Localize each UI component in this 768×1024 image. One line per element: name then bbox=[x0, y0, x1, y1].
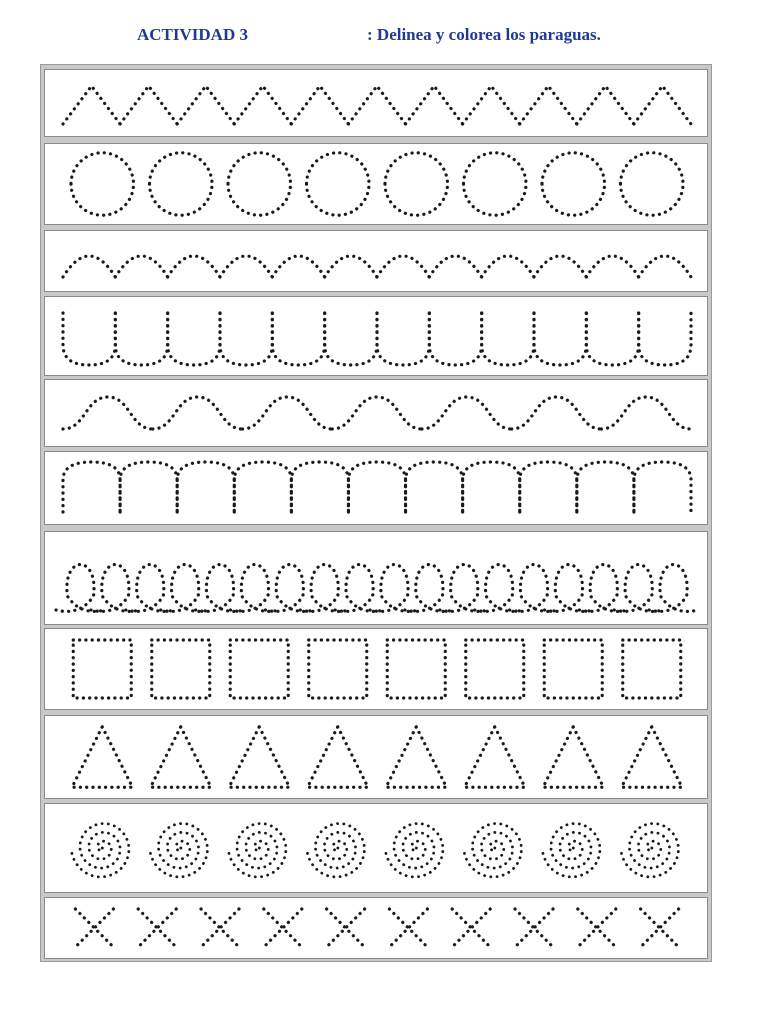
dotted-spiral bbox=[150, 823, 208, 877]
dotted-x-cross bbox=[578, 909, 616, 947]
dotted-u-cup bbox=[272, 313, 324, 365]
tracing-row-u-cup bbox=[44, 296, 708, 376]
dotted-u-cup bbox=[482, 313, 534, 365]
dotted-u-cup bbox=[586, 313, 638, 365]
dotted-zigzag bbox=[234, 86, 291, 124]
dotted-spiral bbox=[542, 823, 600, 877]
dotted-n-arch bbox=[63, 462, 120, 512]
x-cross-pattern bbox=[45, 898, 707, 958]
square-pattern bbox=[45, 629, 707, 709]
dotted-loop bbox=[230, 565, 279, 612]
zigzag-pattern bbox=[45, 70, 707, 136]
tracing-row-arch-wave bbox=[44, 230, 708, 292]
dotted-u-cup bbox=[639, 313, 691, 365]
tracing-sheet bbox=[40, 64, 712, 962]
tracing-row-circle bbox=[44, 143, 708, 225]
tracing-row-n-arch bbox=[44, 451, 708, 525]
dotted-x-cross bbox=[75, 909, 113, 947]
dotted-square bbox=[73, 640, 131, 698]
worksheet-header bbox=[0, 25, 768, 53]
dotted-loop bbox=[405, 565, 454, 612]
dotted-n-arch bbox=[177, 462, 234, 512]
dotted-triangle bbox=[622, 727, 683, 788]
dotted-circle bbox=[385, 153, 448, 216]
dotted-spiral bbox=[307, 823, 365, 877]
dotted-sine-wave bbox=[422, 397, 512, 429]
dotted-u-cup bbox=[115, 313, 167, 365]
dotted-loop bbox=[510, 565, 559, 612]
dotted-circle bbox=[228, 153, 291, 216]
dotted-spiral bbox=[71, 823, 129, 877]
arch-wave-pattern bbox=[45, 231, 707, 291]
dotted-loop bbox=[56, 565, 105, 612]
dotted-x-cross bbox=[641, 909, 679, 947]
dotted-arch-wave bbox=[534, 256, 586, 277]
dotted-square bbox=[309, 640, 367, 698]
dotted-zigzag bbox=[63, 86, 120, 124]
dotted-triangle bbox=[543, 727, 604, 788]
dotted-square bbox=[466, 640, 524, 698]
dotted-sine-wave bbox=[601, 397, 691, 429]
dotted-spiral bbox=[385, 823, 443, 877]
dotted-square bbox=[387, 640, 445, 698]
dotted-triangle bbox=[386, 727, 447, 788]
dotted-n-arch bbox=[120, 462, 177, 512]
dotted-arch-wave bbox=[429, 256, 481, 277]
dotted-x-cross bbox=[452, 909, 490, 947]
dotted-loop bbox=[265, 565, 314, 612]
dotted-arch-wave bbox=[639, 256, 691, 277]
u-cup-pattern bbox=[45, 297, 707, 375]
dotted-loop bbox=[335, 565, 384, 612]
dotted-zigzag bbox=[348, 86, 405, 124]
triangle-pattern bbox=[45, 716, 707, 798]
dotted-circle bbox=[464, 153, 527, 216]
dotted-loop bbox=[196, 565, 245, 612]
dotted-x-cross bbox=[201, 909, 239, 947]
dotted-x-cross bbox=[389, 909, 427, 947]
dotted-circle bbox=[150, 153, 213, 216]
dotted-zigzag bbox=[120, 86, 177, 124]
tracing-row-triangle bbox=[44, 715, 708, 799]
n-arch-pattern bbox=[45, 452, 707, 524]
tracing-row-x-cross bbox=[44, 897, 708, 959]
dotted-loop bbox=[300, 565, 349, 612]
dotted-loop bbox=[614, 565, 663, 612]
dotted-u-cup bbox=[168, 313, 220, 365]
dotted-triangle bbox=[72, 727, 133, 788]
dotted-x-cross bbox=[327, 909, 365, 947]
activity-instruction: : Delinea y colorea los paraguas. bbox=[367, 25, 601, 44]
dotted-u-cup bbox=[429, 313, 481, 365]
dotted-n-arch bbox=[634, 462, 691, 512]
dotted-zigzag bbox=[577, 86, 634, 124]
dotted-arch-wave bbox=[272, 256, 324, 277]
dotted-square bbox=[623, 640, 681, 698]
dotted-loop bbox=[579, 565, 628, 612]
dotted-loop bbox=[475, 565, 524, 612]
sine-wave-pattern bbox=[45, 380, 707, 446]
tracing-row-zigzag bbox=[44, 69, 708, 137]
dotted-n-arch bbox=[234, 462, 291, 512]
dotted-triangle bbox=[229, 727, 290, 788]
dotted-circle bbox=[307, 153, 370, 216]
dotted-u-cup bbox=[377, 313, 429, 365]
dotted-sine-wave bbox=[153, 397, 243, 429]
spiral-pattern bbox=[45, 804, 707, 892]
dotted-sine-wave bbox=[242, 397, 332, 429]
tracing-row-loop bbox=[44, 531, 708, 625]
dotted-arch-wave bbox=[220, 256, 272, 277]
dotted-zigzag bbox=[177, 86, 234, 124]
dotted-loop bbox=[91, 565, 140, 612]
dotted-loop bbox=[440, 565, 489, 612]
tracing-row-spiral bbox=[44, 803, 708, 893]
dotted-n-arch bbox=[577, 462, 634, 512]
dotted-arch-wave bbox=[325, 256, 377, 277]
dotted-loop bbox=[649, 565, 698, 612]
dotted-arch-wave bbox=[482, 256, 534, 277]
dotted-arch-wave bbox=[377, 256, 429, 277]
dotted-loop bbox=[544, 565, 593, 612]
dotted-square bbox=[544, 640, 602, 698]
dotted-u-cup bbox=[325, 313, 377, 365]
dotted-spiral bbox=[464, 823, 522, 877]
dotted-triangle bbox=[465, 727, 526, 788]
dotted-square bbox=[152, 640, 210, 698]
dotted-u-cup bbox=[534, 313, 586, 365]
dotted-sine-wave bbox=[332, 397, 422, 429]
circle-pattern bbox=[45, 144, 707, 224]
dotted-zigzag bbox=[634, 86, 691, 124]
dotted-sine-wave bbox=[512, 397, 602, 429]
dotted-square bbox=[230, 640, 288, 698]
dotted-circle bbox=[71, 153, 134, 216]
dotted-n-arch bbox=[406, 462, 463, 512]
dotted-arch-wave bbox=[115, 256, 167, 277]
tracing-row-square bbox=[44, 628, 708, 710]
dotted-x-cross bbox=[138, 909, 176, 947]
dotted-sine-wave bbox=[63, 397, 153, 429]
dotted-x-cross bbox=[515, 909, 553, 947]
dotted-zigzag bbox=[520, 86, 577, 124]
dotted-n-arch bbox=[291, 462, 348, 512]
dotted-zigzag bbox=[463, 86, 520, 124]
activity-title: ACTIVIDAD 3 bbox=[137, 25, 248, 44]
dotted-triangle bbox=[308, 727, 369, 788]
dotted-zigzag bbox=[291, 86, 348, 124]
dotted-x-cross bbox=[264, 909, 302, 947]
dotted-loop bbox=[370, 565, 419, 612]
loop-pattern bbox=[45, 532, 707, 624]
dotted-zigzag bbox=[406, 86, 463, 124]
dotted-n-arch bbox=[463, 462, 520, 512]
dotted-u-cup bbox=[220, 313, 272, 365]
dotted-n-arch bbox=[520, 462, 577, 512]
dotted-loop bbox=[161, 565, 210, 612]
dotted-loop bbox=[126, 565, 175, 612]
tracing-row-sine-wave bbox=[44, 379, 708, 447]
dotted-circle bbox=[542, 153, 605, 216]
dotted-arch-wave bbox=[586, 256, 638, 277]
dotted-n-arch bbox=[348, 462, 405, 512]
dotted-u-cup bbox=[63, 313, 115, 365]
dotted-arch-wave bbox=[168, 256, 220, 277]
dotted-spiral bbox=[228, 823, 286, 877]
dotted-circle bbox=[621, 153, 684, 216]
dotted-triangle bbox=[151, 727, 212, 788]
dotted-arch-wave bbox=[63, 256, 115, 277]
dotted-spiral bbox=[621, 823, 679, 877]
